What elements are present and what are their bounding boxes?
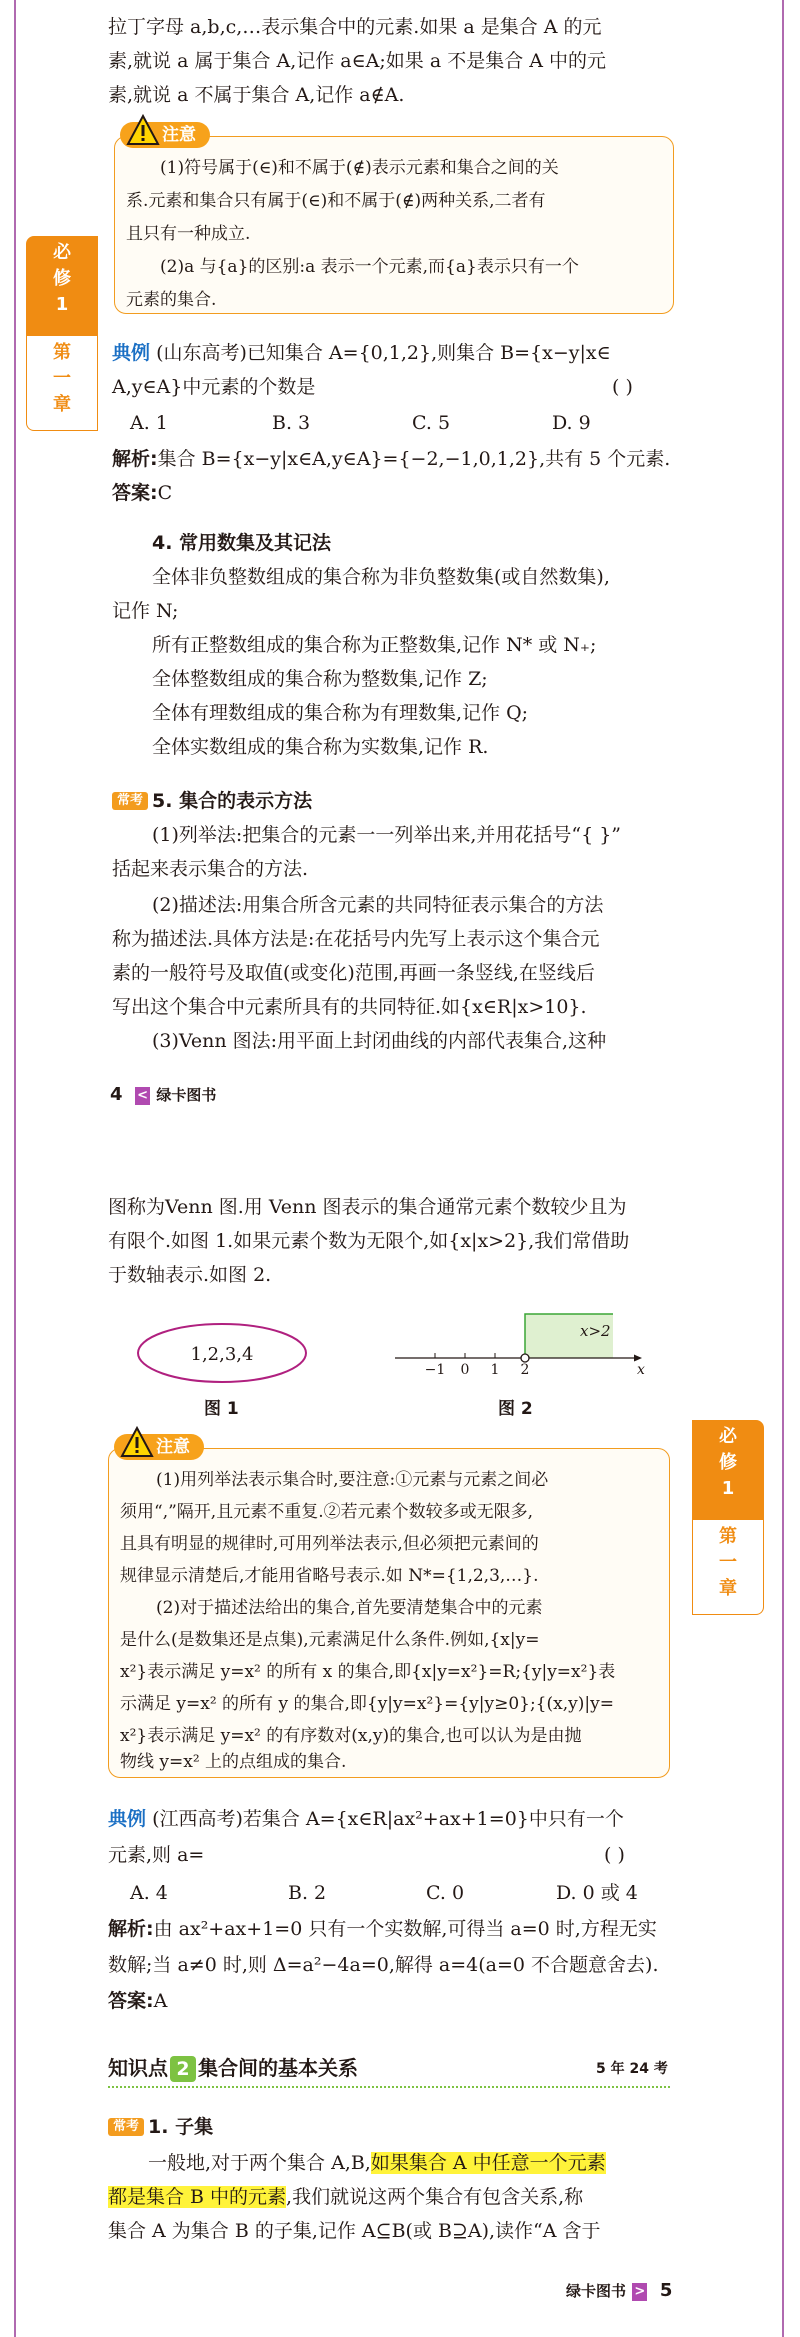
subset-line-1 [148,2146,606,2180]
solution-label: 解析: [112,448,158,470]
intro-line-1: 拉丁字母 a,b,c,…表示集合中的元素.如果 a 是集合 A 的元 [108,16,602,38]
note1-line-1: (1)符号属于(∈)和不属于(∉)表示元素和集合之间的关 [160,158,559,178]
kp-divider [108,2086,670,2088]
section4-line-6: 全体实数组成的集合称为实数集,记作 R. [152,736,489,758]
side-tab-char: 1 [721,1478,735,1499]
subset-line-2 [108,2180,583,2214]
subset-line-3: 集合 A 为集合 B 的子集,记作 A⊆B(或 B⊇A),读作“A 含于 [108,2220,601,2242]
chapter-side-tab-left [26,236,98,431]
note2-line-2: 须用“,”隔开,且元素不重复.②若元素个数较多或无限多, [120,1502,533,1522]
section4-title: 4. 常用数集及其记法 [152,532,332,554]
note2-line-1: (1)用列举法表示集合时,要注意:①元素与元素之间必 [156,1470,549,1490]
answer-value: A [153,1990,168,2012]
venn-diagram [132,1318,312,1388]
section4-line-2: 记作 N; [112,600,179,622]
side-tab-char: 必 [719,1426,737,1447]
answer-value: C [157,482,173,504]
intro-line-3: 素,就说 a 不属于集合 A,记作 a∉A. [108,84,405,106]
solution-text: 集合 B={x−y|x∈A,y∈A}={−2,−1,0,1,2},共有 5 个元素. [157,448,671,470]
side-tab-char: 修 [53,268,71,289]
solution-text: 由 ax²+ax+1=0 只有一个实数解,可得当 a=0 时,方程无实 [153,1918,657,1940]
example2-option-a: A. 4 [130,1882,168,1904]
chevron-left-icon: < [135,1087,150,1105]
kp-number: 2 [170,2056,196,2082]
note1-line-5: 元素的集合. [126,290,217,310]
side-tab-char: 1 [55,294,69,315]
tick-label: 1 [490,1362,500,1376]
side-tab-char: 章 [719,1578,737,1599]
side-tab-char: 章 [53,394,71,415]
example-tag: 典例 [112,342,151,364]
frequent-badge: 常考 [108,2118,144,2136]
example2-option-c: C. 0 [426,1882,465,1904]
example1-bracket: ( ) [612,376,633,398]
highlighted-text: 都是集合 B 中的元素 [108,2186,287,2208]
answer-label: 答案: [108,1990,154,2012]
side-tab-book [692,1420,764,1520]
subset-title: 1. 子集 [148,2116,214,2138]
example2-question: (江西高考)若集合 A={x∈R|ax²+ax+1=0}中只有一个 [152,1808,624,1830]
highlighted-text: 如果集合 A 中任意一个元素 [370,2152,606,2174]
example2-bracket: ( ) [604,1844,625,1866]
section5-line-3: (2)描述法:用集合所含元素的共同特征表示集合的方法 [152,894,604,916]
section5-line-4: 称为描述法.具体方法是:在花括号内先写上表示这个集合元 [112,928,600,950]
open-circle [521,1354,529,1362]
subset-title-row [108,2110,213,2144]
section5-line-1: (1)列举法:把集合的元素一一列举出来,并用花括号“{ }” [152,824,621,846]
venn-content: 1,2,3,4 [190,1344,254,1365]
note2-line-9: x²}表示满足 y=x² 的有序数对(x,y)的集合,也可以认为是由抛 [120,1726,582,1746]
section5-title-row [112,784,312,818]
section4-line-1: 全体非负整数组成的集合称为非负整数集(或自然数集), [152,566,610,588]
note-tag-1 [120,122,210,148]
side-tab-char: 必 [53,242,71,263]
kp-frequency: 5 年 24 考 [596,2061,668,2077]
page-frame-right [782,0,784,2337]
page2-line-2: 有限个.如图 1.如果元素个数为无限个,如{x|x>2},我们常借助 [108,1230,630,1252]
note2-line-10: 物线 y=x² 上的点组成的集合. [120,1752,347,1772]
side-tab-char: 一 [53,368,71,389]
page-number: 4 [110,1084,123,1105]
number-line-figure [390,1306,650,1376]
page2-line-3: 于数轴表示.如图 2. [108,1264,272,1286]
example1-line-1 [112,336,611,370]
axis-variable: x [637,1362,645,1376]
section4-line-5: 全体有理数组成的集合称为有理数集,记作 Q; [152,702,529,724]
section4-line-3: 所有正整数组成的集合称为正整数集,记作 N* 或 N₊; [152,634,597,656]
section5-line-5: 素的一般符号及取值(或变化)范围,再画一条竖线,在竖线后 [112,962,595,984]
example-tag: 典例 [108,1808,147,1830]
side-tab-char: 修 [719,1452,737,1473]
side-tab-char: 第 [719,1526,737,1547]
tick-label: 0 [460,1362,470,1376]
note2-line-4: 规律显示清楚后,才能用省略号表示.如 N*={1,2,3,…}. [120,1566,539,1586]
intro-line-2: 素,就说 a 属于集合 A,记作 a∈A;如果 a 不是集合 A 中的元 [108,50,607,72]
chapter-side-tab-right [692,1420,764,1615]
note1-line-2: 系.元素和集合只有属于(∈)和不属于(∉)两种关系,二者有 [126,191,546,211]
example1-question: (山东高考)已知集合 A={0,1,2},则集合 B={x−y|x∈ [156,342,611,364]
kp-prefix: 知识点 [108,2056,168,2080]
example1-solution [112,442,670,476]
side-tab-chapter [692,1520,764,1615]
section5-line-2: 括起来表示集合的方法. [112,858,309,880]
note2-line-3: 且具有明显的规律时,可用列举法表示,但必须把元素间的 [120,1534,539,1554]
warning-icon [120,1426,154,1458]
note-label-1: 注意 [162,125,196,145]
figure1-caption: 图 1 [204,1399,239,1419]
warning-icon [126,114,160,146]
note-label-2: 注意 [156,1437,190,1457]
note2-line-5: (2)对于描述法给出的集合,首先要清楚集合中的元素 [156,1598,543,1618]
example2-line-2: 元素,则 a= [108,1844,205,1866]
example1-line-2: A,y∈A}中元素的个数是 [112,376,316,398]
kp-title: 集合间的基本关系 [198,2056,358,2080]
side-tab-book [26,236,98,336]
note2-line-7: x²}表示满足 y=x² 的所有 x 的集合,即{x|y=x²}=R;{y|y=x²}表 [120,1662,616,1682]
side-tab-char: 一 [719,1552,737,1573]
example2-answer [108,1984,167,2018]
example2-solution-1 [108,1912,657,1946]
chevron-right-icon: > [632,2283,647,2301]
page-footer-left [110,1084,216,1105]
section5-title: 5. 集合的表示方法 [152,790,313,812]
example1-answer [112,476,172,510]
note1-line-3: 且只有一种成立. [126,224,251,244]
example2-option-b: B. 2 [288,1882,327,1904]
knowledge-point-header [108,2052,358,2082]
subset-text: ,我们就说这两个集合有包含关系,称 [286,2186,584,2208]
axis-arrow [634,1355,642,1362]
section5-line-6: 写出这个集合中元素所具有的共同特征.如{x∈R|x>10}. [112,996,587,1018]
example2-line-1 [108,1802,624,1836]
region-label: x>2 [580,1322,611,1340]
example1-option-a: A. 1 [130,412,168,434]
note1-line-4: (2)a 与{a}的区别:a 表示一个元素,而{a}表示只有一个 [160,257,579,277]
answer-label: 答案: [112,482,158,504]
publisher-brand: 绿卡图书 [156,1086,217,1104]
tick-label: 2 [520,1362,530,1376]
page2-line-1: 图称为Venn 图.用 Venn 图表示的集合通常元素个数较少且为 [108,1196,627,1218]
frequent-badge: 常考 [112,792,148,810]
page-number: 5 [659,2280,673,2301]
note2-line-8: 示满足 y=x² 的所有 y 的集合,即{y|y=x²}={y|y≥0};{(x,y)|y= [120,1694,614,1714]
side-tab-chapter [26,336,98,431]
example2-option-d: D. 0 或 4 [556,1882,638,1904]
example1-option-b: B. 3 [272,412,311,434]
page-footer-right [566,2280,672,2301]
section4-line-4: 全体整数组成的集合称为整数集,记作 Z; [152,668,488,690]
subset-text: 一般地,对于两个集合 A,B, [148,2152,371,2174]
page-frame-left [14,0,16,2337]
publisher-brand: 绿卡图书 [566,2282,627,2300]
tick-label: −1 [424,1362,446,1376]
section5-line-7: (3)Venn 图法:用平面上封闭曲线的内部代表集合,这种 [152,1030,607,1052]
solution-label: 解析: [108,1918,154,1940]
example1-option-d: D. 9 [552,412,591,434]
note-tag-2 [114,1434,204,1460]
figure2-caption: 图 2 [498,1399,533,1419]
side-tab-char: 第 [53,342,71,363]
example2-solution-2: 数解;当 a≠0 时,则 Δ=a²−4a=0,解得 a=4(a=0 不合题意舍去). [108,1954,659,1976]
example1-option-c: C. 5 [412,412,451,434]
note2-line-6: 是什么(是数集还是点集),元素满足什么条件.例如,{x|y= [120,1630,540,1650]
